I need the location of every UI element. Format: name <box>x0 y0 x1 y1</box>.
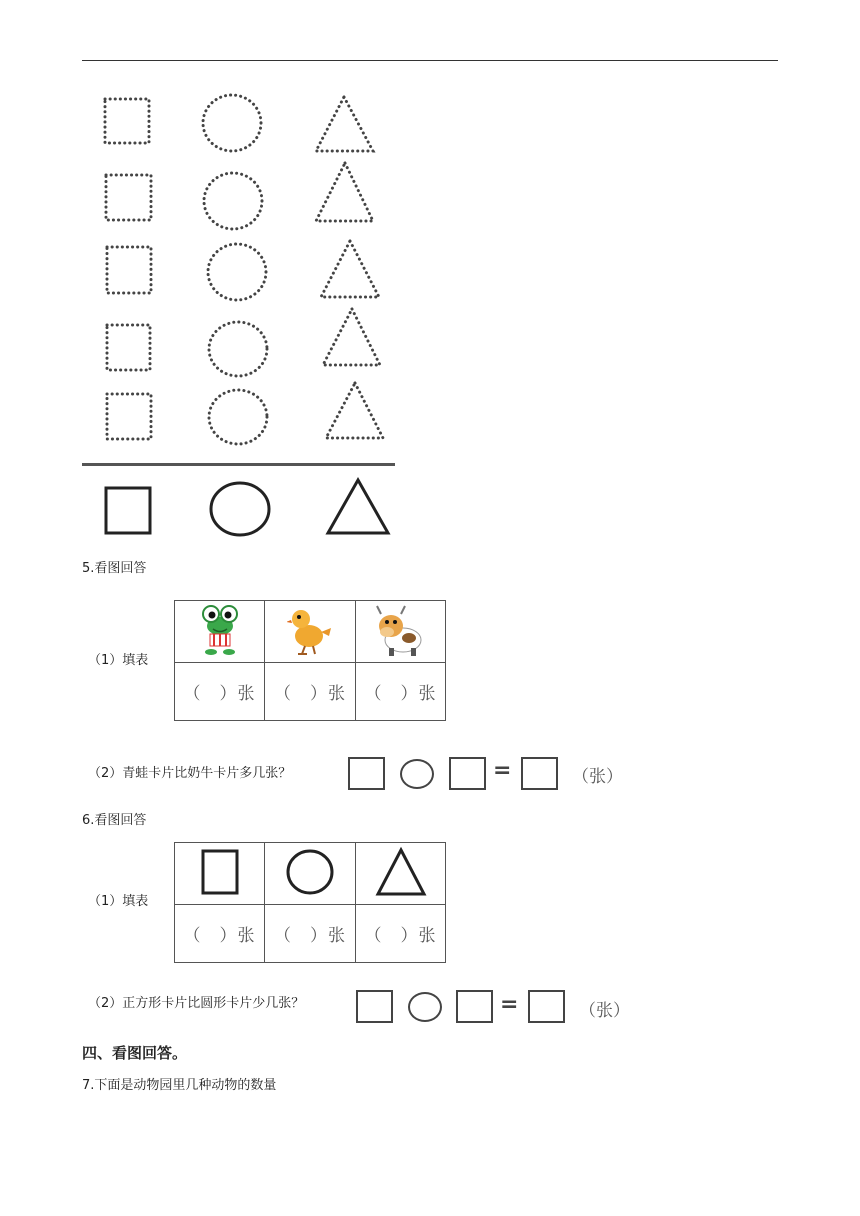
q5-header-chick <box>265 601 356 663</box>
q5-answer-box-3[interactable] <box>521 757 558 790</box>
chick-icon <box>287 602 333 658</box>
q5-count-cell[interactable] <box>265 663 356 721</box>
q6-count-triangle: （ ）张 <box>364 926 437 946</box>
dotted-shapes-figure <box>90 85 400 455</box>
dotted-circle-icon <box>209 390 267 444</box>
solid-shapes-row <box>95 472 400 542</box>
q6-count-circle: （ ）张 <box>274 926 346 946</box>
q6-operator-circle[interactable] <box>408 992 442 1022</box>
q6-count-cell[interactable] <box>175 905 265 963</box>
circle-icon <box>211 483 269 535</box>
q5-operator-circle[interactable] <box>400 759 434 789</box>
dotted-triangle-icon <box>316 163 373 221</box>
q5-count-frog: （ ）张 <box>183 684 256 704</box>
dotted-circle-icon <box>203 95 261 151</box>
top-rule <box>82 60 778 61</box>
q6-answer-box-3[interactable] <box>528 990 565 1023</box>
q5-equals-sign: = <box>493 758 512 783</box>
dotted-square-icon <box>107 394 151 439</box>
triangle-icon <box>375 846 427 898</box>
q5-title: 5.看图回答 <box>82 561 147 576</box>
q7-title: 7.下面是动物园里几种动物的数量 <box>82 1078 277 1093</box>
square-icon <box>106 488 150 533</box>
q5-table <box>174 600 446 721</box>
q6-answer-box-2[interactable] <box>456 990 493 1023</box>
q5-answer-box-2[interactable] <box>449 757 486 790</box>
q6-header-square <box>175 843 265 905</box>
q5-count-chick: （ ）张 <box>274 684 346 704</box>
dotted-square-icon <box>107 247 151 293</box>
q5-header-cow <box>356 601 446 663</box>
frog-icon <box>198 602 242 658</box>
q6-part1-label: （1）填表 <box>88 894 149 909</box>
dotted-circle-icon <box>208 244 266 300</box>
triangle-icon <box>328 480 388 533</box>
q5-count-cow: （ ）张 <box>364 684 437 704</box>
q6-title: 6.看图回答 <box>82 813 147 828</box>
square-icon <box>200 847 240 897</box>
dotted-square-icon <box>105 99 149 143</box>
dotted-triangle-icon <box>316 97 373 151</box>
q6-header-circle <box>265 843 356 905</box>
dotted-square-icon <box>107 325 150 370</box>
q6-table <box>174 842 446 963</box>
q6-count-cell[interactable] <box>265 905 356 963</box>
q5-part1-label: （1）填表 <box>88 653 149 668</box>
dotted-triangle-icon <box>326 383 383 438</box>
q6-part2-label: （2）正方形卡片比圆形卡片少几张？ <box>88 996 305 1011</box>
q5-answer-box-1[interactable] <box>348 757 385 790</box>
q6-header-triangle <box>356 843 446 905</box>
q5-part2-label: （2）青蛙卡片比奶牛卡片多几张？ <box>88 766 292 781</box>
section-4-heading: 四、看图回答。 <box>82 1044 188 1062</box>
q6-equals-sign: = <box>500 992 519 1017</box>
dotted-triangle-icon <box>323 309 380 365</box>
q6-answer-box-1[interactable] <box>356 990 393 1023</box>
dotted-circle-icon <box>204 173 262 229</box>
dotted-square-icon <box>106 175 151 220</box>
dotted-triangle-icon <box>321 241 379 297</box>
dotted-circle-icon <box>209 322 267 376</box>
q5-count-cell[interactable] <box>175 663 265 721</box>
q5-unit-label: （张） <box>572 767 623 787</box>
cow-icon <box>373 602 429 658</box>
q5-header-frog <box>175 601 265 663</box>
figure-divider <box>82 463 395 466</box>
q6-count-cell[interactable] <box>356 905 446 963</box>
circle-icon <box>285 847 335 897</box>
q6-unit-label: （张） <box>579 1001 630 1021</box>
q6-count-square: （ ）张 <box>183 926 256 946</box>
q5-count-cell[interactable] <box>356 663 446 721</box>
